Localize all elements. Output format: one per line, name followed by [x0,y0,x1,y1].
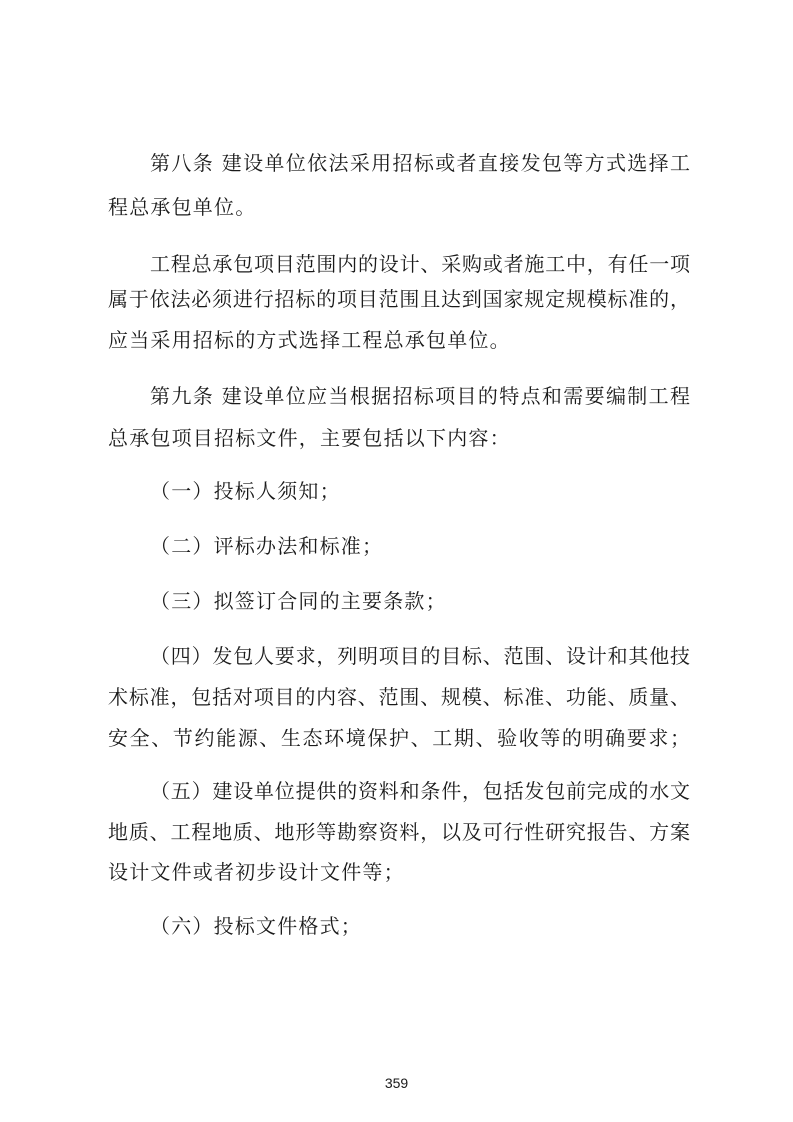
page-number: 359 [384,1075,409,1091]
text-line: （二）评标办法和标准； [150,534,384,558]
text-line: （三）拟签订合同的主要条款； [150,589,447,613]
text-line: 总承包项目招标文件，主要包括以下内容： [108,426,511,450]
text-line: 第八条 建设单位依法采用招标或者直接发包等方式选择工 [150,151,690,175]
text-line: 术标准，包括对项目的内容、范围、规模、标准、功能、质量、 [108,685,690,709]
text-line: 程总承包单位。 [108,195,257,219]
text-line: 安全、节约能源、生态环境保护、工期、验收等的明确要求； [108,726,690,750]
text-line: （六）投标文件格式； [150,914,362,938]
text-line: （四）发包人要求，列明项目的目标、范围、设计和其他技 [150,644,690,668]
text-line: 第九条 建设单位应当根据招标项目的特点和需要编制工程 [150,384,690,408]
text-line: 属于依法必须进行招标的项目范围且达到国家规定规模标准的， [108,287,690,311]
text-line: （一）投标人须知； [150,479,341,503]
text-line: 工程总承包项目范围内的设计、采购或者施工中，有任一项 [150,252,690,276]
text-line: 应当采用招标的方式选择工程总承包单位。 [108,328,511,352]
text-line: （五）建设单位提供的资料和条件，包括发包前完成的水文 [150,779,690,803]
text-line: 设计文件或者初步设计文件等； [108,860,405,884]
text-line: 地质、工程地质、地形等勘察资料，以及可行性研究报告、方案 [108,820,690,844]
